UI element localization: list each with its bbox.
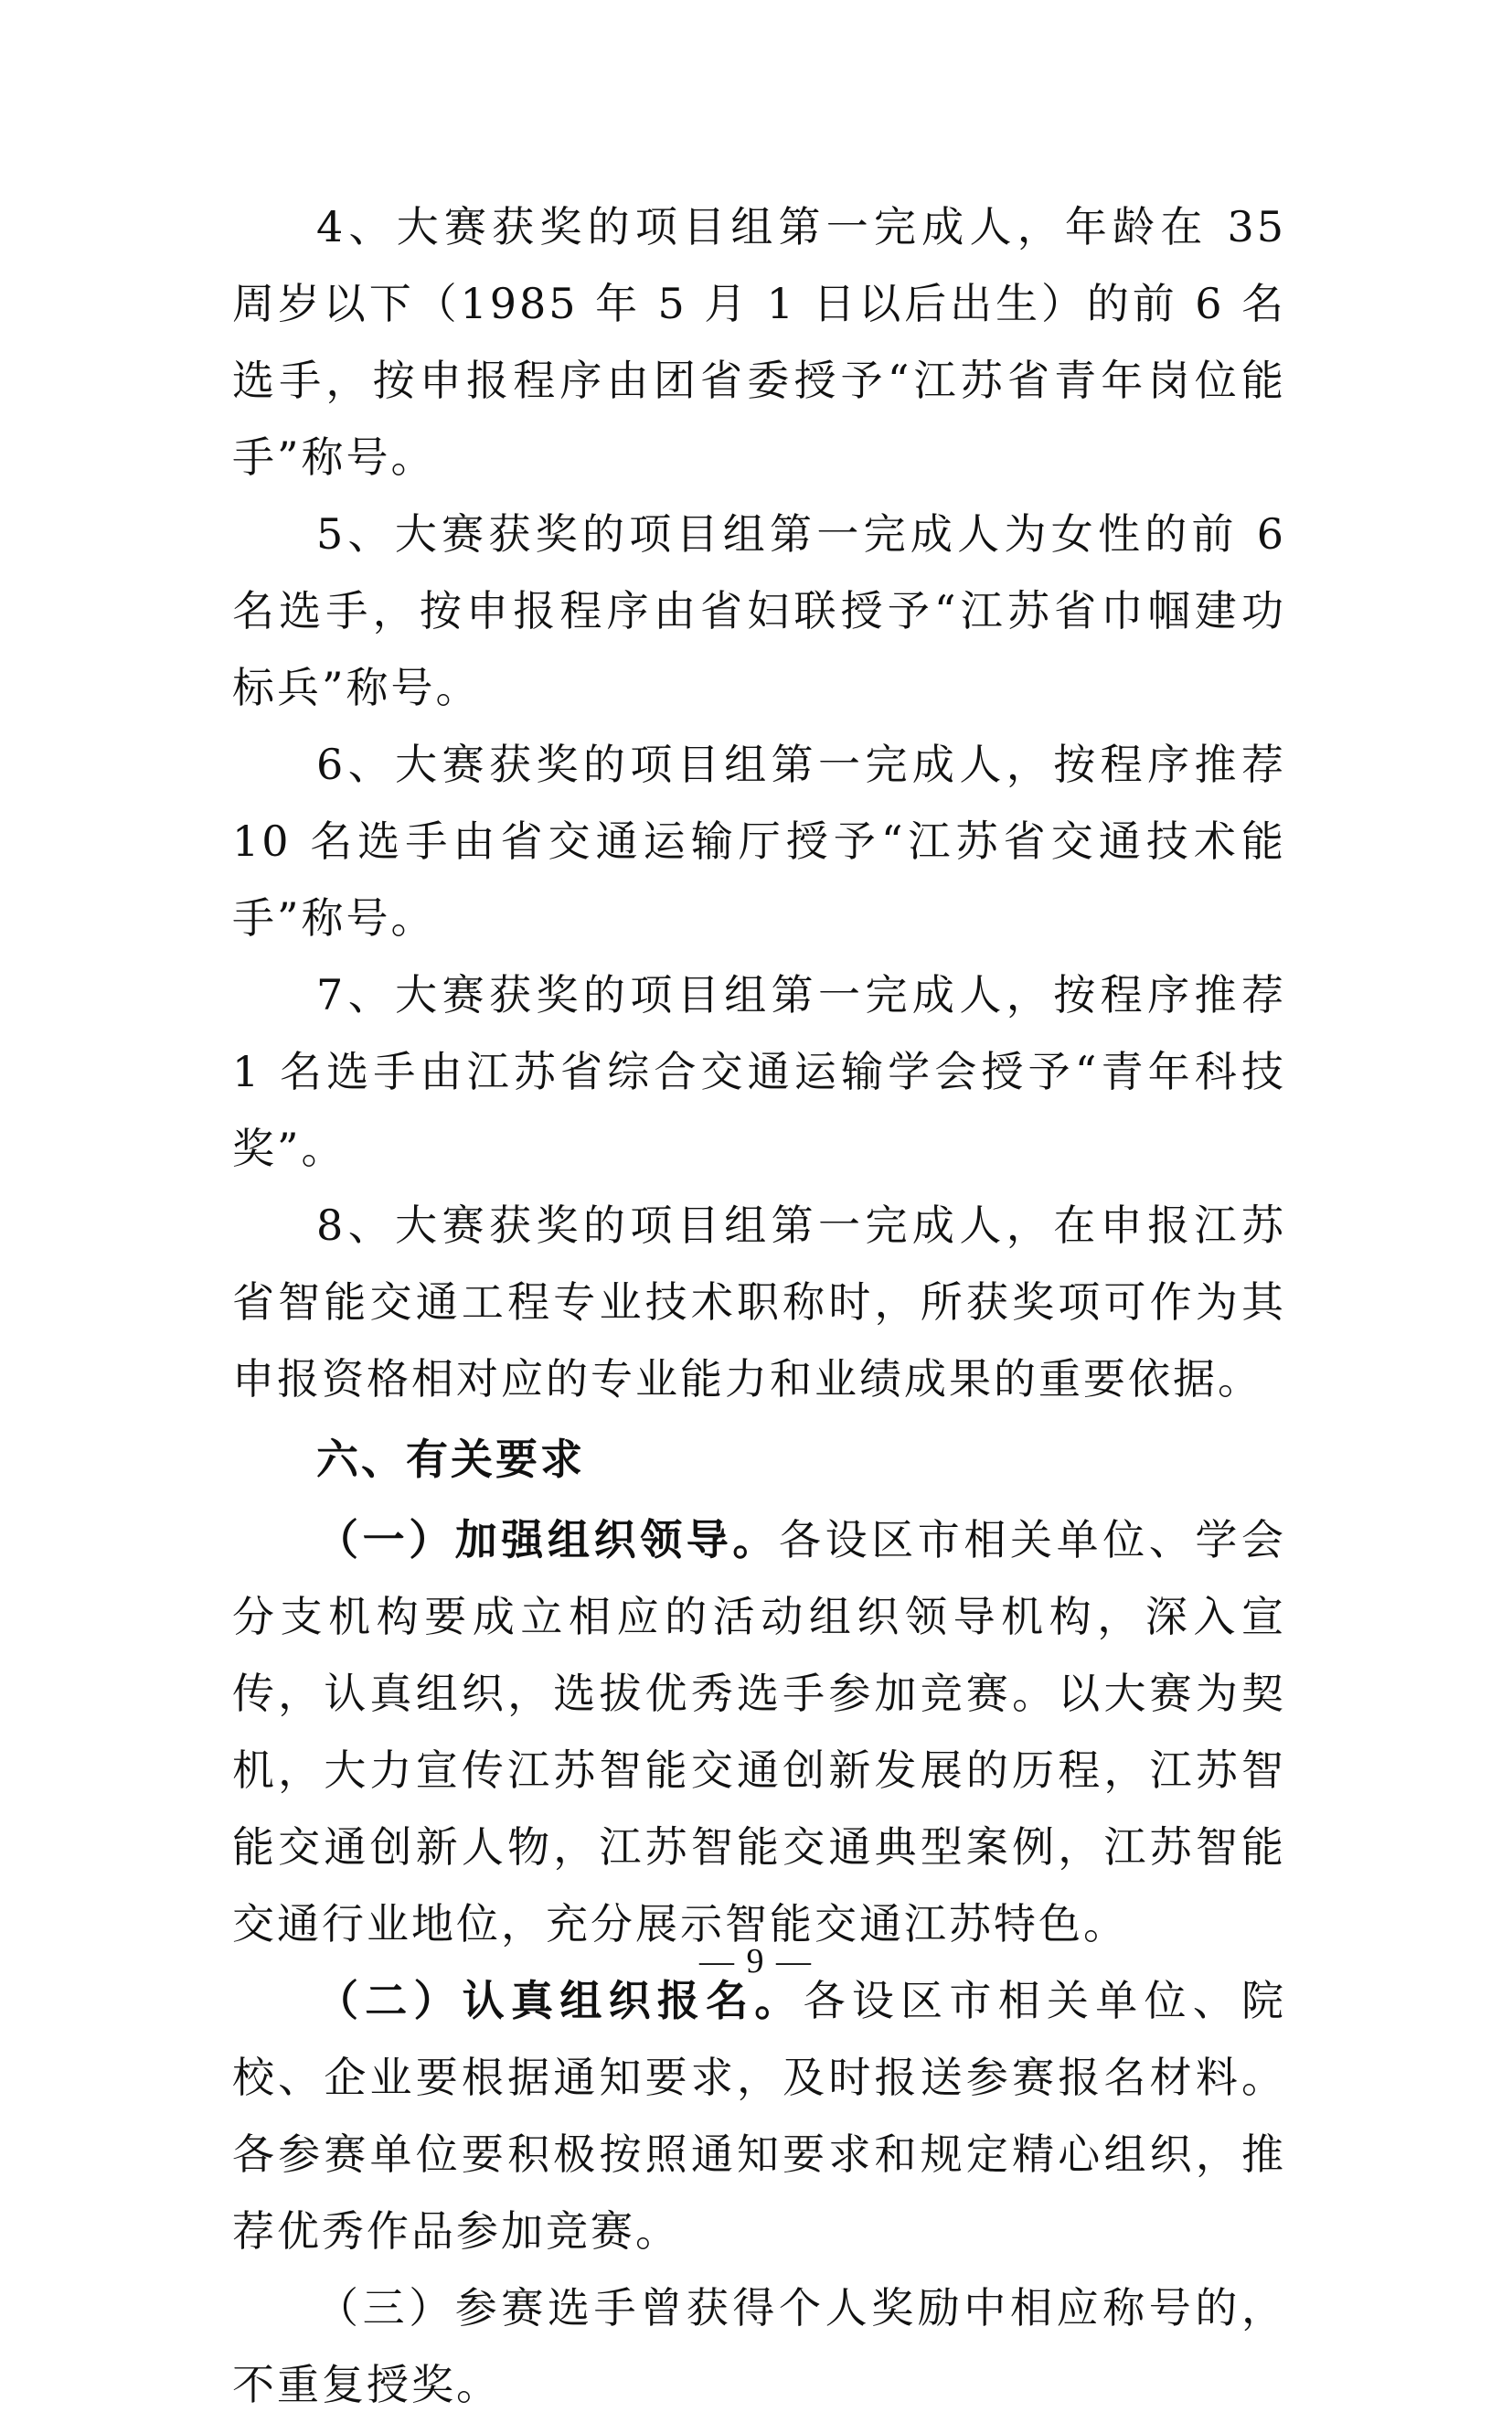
paragraph-award-item-6: 6、大赛获奖的项目组第一完成人，按程序推荐 10 名选手由省交通运输厅授予“江苏省交通技术能手”称号。 (232, 740, 1286, 943)
requirement-item-1-text: 各设区市相关单位、学会分支机构要成立相应的活动组织领导机构，深入宣传，认真组织，选拔优秀选手参加竞赛。以大赛为契机，大力宣传江苏智能交通创新发展的历程，江苏智能交通创新人物，江苏智能交通典型案例，江苏智能交通行业地位，充分展示智能交通江苏特色。 (232, 1515, 1287, 1948)
requirement-item-2-text: 各设区市相关单位、院校、企业要根据通知要求，及时报送参赛报名材料。各参赛单位要积极按照通知要求和规定精心组织，推荐优秀作品参加竞赛。 (232, 1976, 1287, 2256)
paragraph-award-item-4: 4、大赛获奖的项目组第一完成人，年龄在 35 周岁以下（1985 年 5 月 1 日以后出生）的前 6 名选手，按申报程序由团省委授予“江苏省青年岗位能手”称号。 (232, 202, 1286, 482)
paragraph-award-item-7: 7、大赛获奖的项目组第一完成人，按程序推荐 1 名选手由江苏省综合交通运输学会授予“青年科技奖”。 (232, 970, 1286, 1173)
requirement-item-3 (232, 2269, 1286, 2423)
requirement-item-1-label: （一）加强组织领导。 (316, 1515, 779, 1564)
section-heading-requirements: 六、有关要求 (316, 1435, 585, 1484)
requirement-item-2-label: （二）认真组织报名。 (316, 1976, 804, 2025)
paragraph-award-item-8: 8、大赛获奖的项目组第一完成人，在申报江苏省智能交通工程专业技术职称时，所获奖项可作为其申报资格相对应的专业能力和业绩成果的重要依据。 (232, 1201, 1286, 1404)
document-body (232, 188, 1286, 2423)
requirement-item-2 (232, 1962, 1286, 2269)
requirement-item-1 (232, 1501, 1286, 1962)
page-number: — 9 — (699, 1942, 813, 1980)
requirement-item-3-text: （三）参赛选手曾获得个人奖励中相应称号的，不重复授奖。 (232, 2283, 1286, 2409)
paragraph-award-item-5: 5、大赛获奖的项目组第一完成人为女性的前 6 名选手，按申报程序由省妇联授予“江苏省巾帼建功标兵”称号。 (232, 509, 1286, 712)
